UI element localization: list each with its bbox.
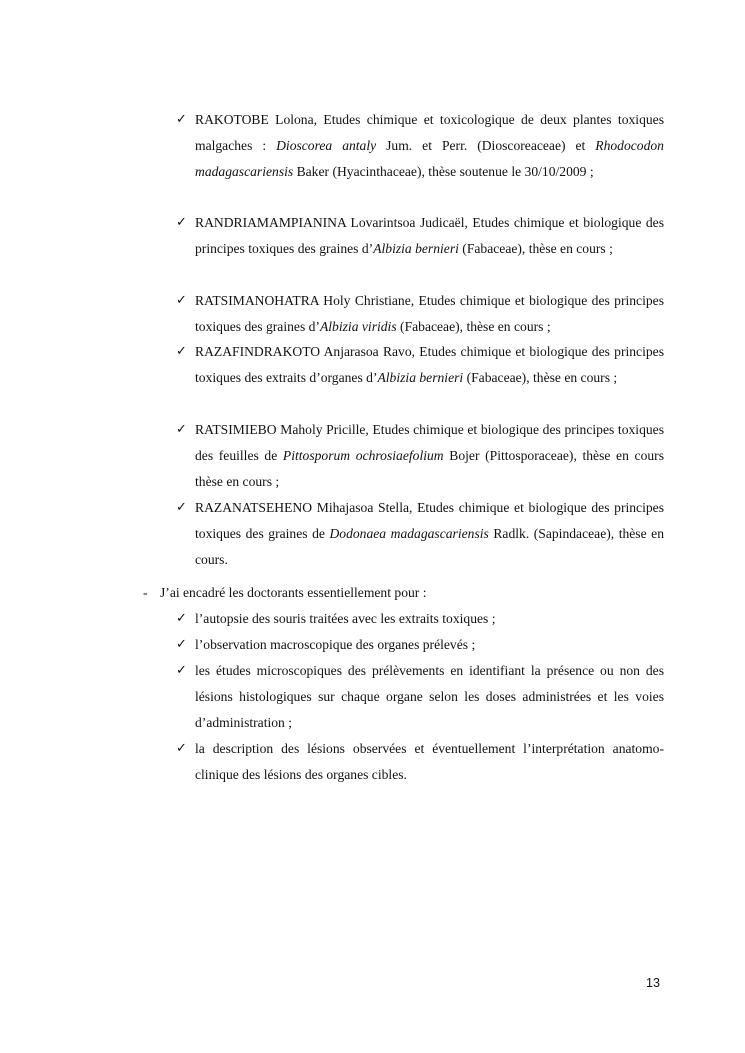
checkmark-icon: ✓ <box>176 422 187 437</box>
item-text: (Fabaceae), thèse en cours ; <box>463 369 618 385</box>
item-text: RATSIMANOHATRA Holy Christiane, Etudes chimique et biologique des principes toxiques des graines d’ <box>195 293 664 334</box>
task-item: l’autopsie des souris traitées avec les extraits toxiques ; <box>195 611 496 626</box>
checkmark-icon: ✓ <box>176 344 187 359</box>
species-name: Albizia bernieri <box>373 240 459 256</box>
page-number: 13 <box>646 976 660 990</box>
checkmark-icon: ✓ <box>176 215 187 230</box>
checkmark-icon: ✓ <box>176 500 187 515</box>
checkmark-icon: ✓ <box>176 112 187 127</box>
item-text: (Fabaceae), thèse en cours ; <box>458 240 613 256</box>
item-text: (Fabaceae), thèse en cours ; <box>396 318 551 334</box>
species-name: Pittosporum ochrosiaefolium <box>282 447 444 463</box>
list-item <box>195 210 664 262</box>
list-item <box>195 417 664 494</box>
item-text: RANDRIAMAMPIANINA Lovarintsoa Judicaël, Etudes chimique et biologique des principes toxiques des graines d’ <box>195 215 664 256</box>
task-item: les études microscopiques des prélèvements en identifiant la présence ou non des lésions histologiques sur chaque organe selon les doses administrées et les voies d’administration ; <box>195 663 664 730</box>
dash-bullet: - <box>143 585 148 600</box>
item-text: Radlk. (Sapindaceae), thèse en cours. <box>195 525 664 567</box>
item-text: Jum. et Perr. (Dioscoreaceae) et <box>376 137 596 153</box>
item-text: Bojer (Pittosporaceae), thèse en cours thèse en cours ; <box>195 447 664 489</box>
task-item: l’observation macroscopique des organes prélevés ; <box>195 637 476 652</box>
checkmark-icon: ✓ <box>176 637 187 652</box>
list-item <box>195 495 664 572</box>
list-item <box>195 288 664 340</box>
species-name: Albizia viridis <box>319 318 397 334</box>
checkmark-icon: ✓ <box>176 663 187 678</box>
item-text: RAKOTOBE Lolona, Etudes chimique et toxicologique de deux plantes toxiques malgaches : <box>195 112 664 153</box>
item-text: Baker (Hyacinthaceae), thèse soutenue le 30/10/2009 ; <box>293 163 594 179</box>
list-item <box>195 339 664 391</box>
species-name: Dodonaea madagascariensis <box>329 525 489 541</box>
task-item: la description des lésions observées et éventuellement l’interprétation anatomo-clinique des lésions des organes cibles. <box>195 741 664 782</box>
checkmark-icon: ✓ <box>176 611 187 626</box>
item-text: RAZAFINDRAKOTO Anjarasoa Ravo, Etudes chimique et biologique des principes toxiques des extraits d’organes d’ <box>195 344 664 385</box>
item-text: RATSIMIEBO Maholy Pricille, Etudes chimique et biologique des principes toxiques des feuilles de <box>195 422 664 463</box>
species-name: Albizia bernieri <box>377 369 464 385</box>
species-name: Rhodocodon madagascariensis <box>195 137 664 179</box>
species-name: Dioscorea antaly <box>276 137 377 153</box>
section-intro: J’ai encadré les doctorants essentiellement pour : <box>160 585 427 600</box>
checkmark-icon: ✓ <box>176 293 187 308</box>
list-item <box>195 107 664 184</box>
checkmark-icon: ✓ <box>176 741 187 756</box>
item-text: RAZANATSEHENO Mihajasoa Stella, Etudes chimique et biologique des principes toxiques des graines de <box>195 500 664 541</box>
